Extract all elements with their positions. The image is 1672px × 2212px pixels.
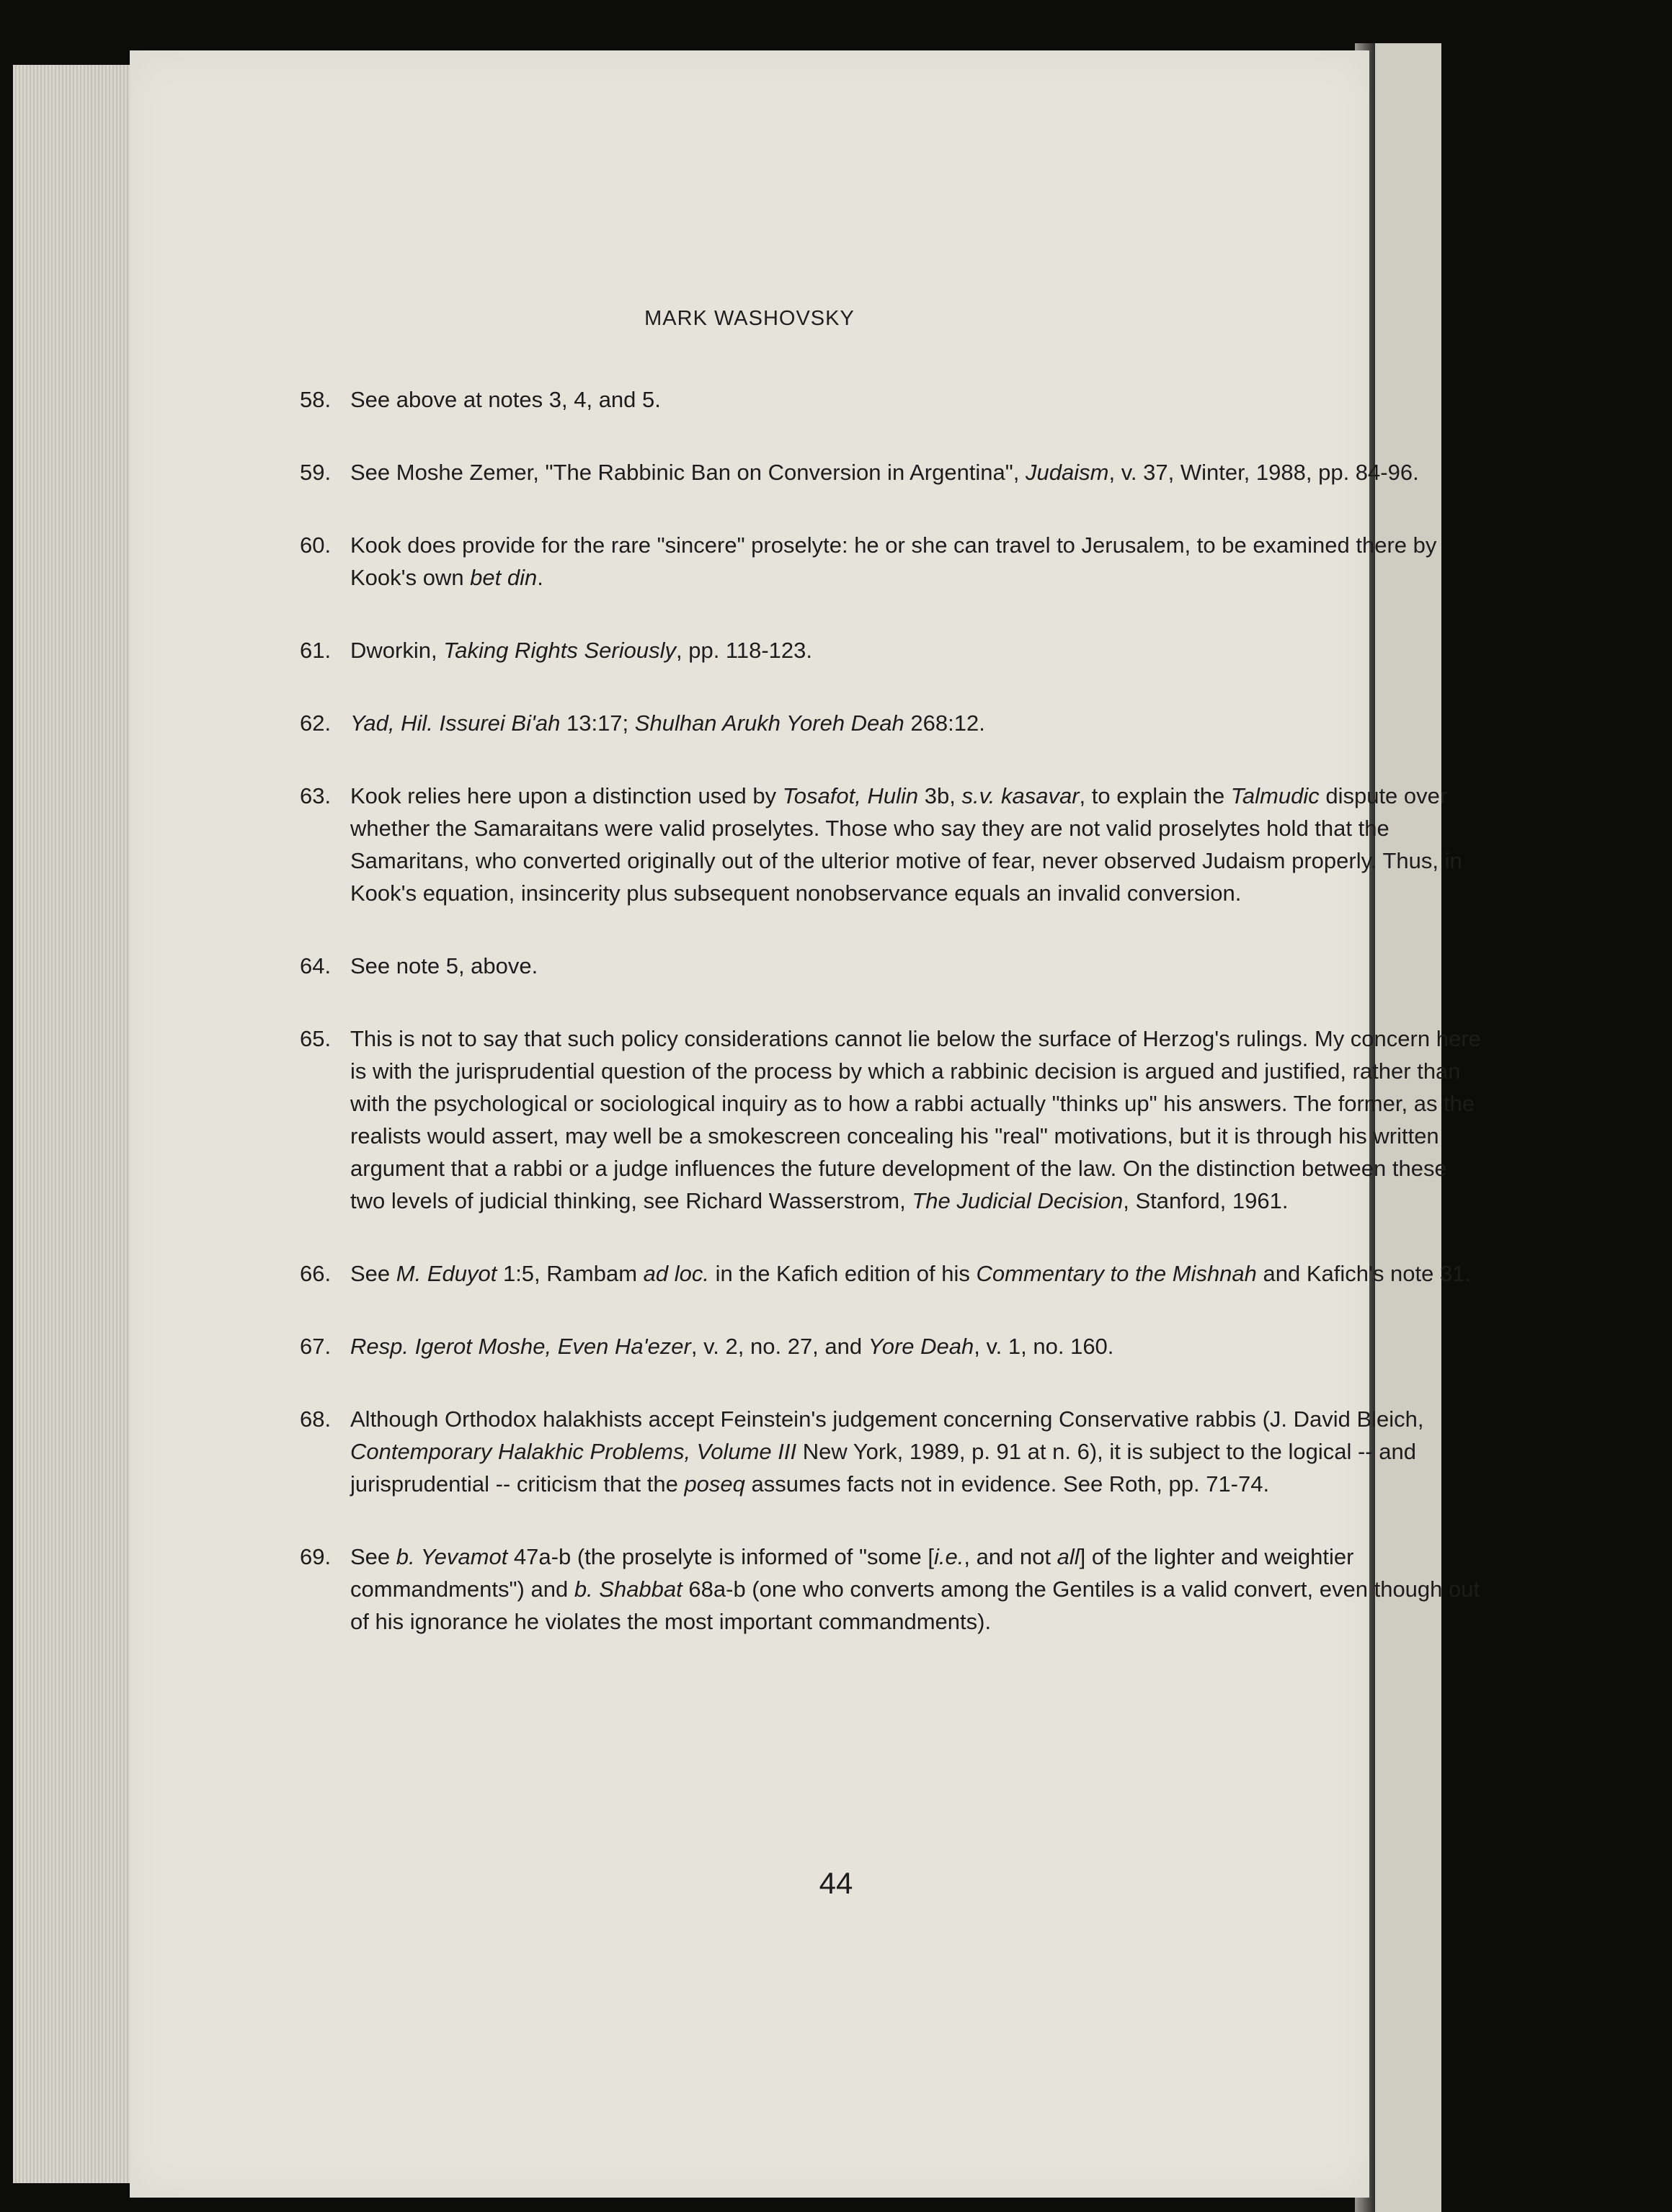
italic-segment: Tosafot, Hulin (782, 783, 919, 808)
text-segment: This is not to say that such policy considerations cannot lie below the surface of Herzog's rulings. My concern here is with the jurisprudential question of the process by which a rabbinic decision is argued and justified, rather than with the psychological or sociological inquiry as to how a rabbi actually "thinks up" his answers. The former, as the realists would assert, may well be a smokescreen concealing his "real" motivations, but it is through his written argument that a rabbi or a judge influences the future development of the law. On the distinction between these two levels of judicial thinking, see Richard Wasserstrom, (350, 1026, 1481, 1213)
italic-segment: Yore Deah (868, 1334, 974, 1359)
endnote-text (350, 1540, 1482, 1638)
endnote-number: 68. (300, 1406, 332, 1432)
italic-segment: M. Eduyot (396, 1261, 497, 1286)
endnote-60 (300, 529, 1482, 594)
book-page-edges (13, 65, 143, 2183)
italic-segment: Yad, Hil. Issurei Bi'ah (350, 710, 561, 736)
endnote-number: 66. (300, 1261, 332, 1286)
text-segment: dispute over whether the Samaraitans were valid proselytes. Those who say they are not valid proselytes hold that the Samaritans, who converted originally out of the ulterior motive of fear, never observed Judaism properly. Thus, in Kook's equation, insincerity plus subsequent nonobservance equals an invalid conversion. (350, 783, 1462, 906)
text-segment: New York, 1989, p. 91 at n. 6), it is subject to the logical -- and jurisprudential -- criticism that the (350, 1439, 1416, 1497)
endnote-text (350, 634, 1482, 666)
text-segment: in the Kafich edition of his (709, 1261, 977, 1286)
endnote-number: 60. (300, 532, 332, 558)
endnote-65 (300, 1022, 1482, 1217)
text-segment: , and not (964, 1544, 1057, 1569)
text-segment: , pp. 118-123. (676, 638, 813, 663)
text-segment: Kook relies here upon a distinction used by (350, 783, 783, 808)
text-segment: , to explain the (1079, 783, 1231, 808)
endnotes-list (300, 383, 1482, 1678)
endnote-61 (300, 634, 1482, 666)
endnote-64 (300, 950, 1482, 982)
endnote-number: 63. (300, 783, 332, 808)
endnote-69 (300, 1540, 1482, 1638)
endnote-text (350, 383, 1482, 416)
text-segment: , v. 1, no. 160. (974, 1334, 1114, 1359)
text-segment: 47a-b (the proselyte is informed of "some [ (507, 1544, 934, 1569)
text-segment: See (350, 1544, 396, 1569)
italic-segment: Commentary to the Mishnah (976, 1261, 1257, 1286)
endnote-62 (300, 707, 1482, 739)
endnote-text (350, 950, 1482, 982)
italic-segment: b. Shabbat (574, 1577, 682, 1602)
italic-segment: ad loc. (643, 1261, 709, 1286)
endnote-number: 59. (300, 460, 332, 485)
italic-segment: Resp. Igerot Moshe, Even Ha'ezer (350, 1334, 691, 1359)
endnote-66 (300, 1257, 1482, 1290)
endnote-58 (300, 383, 1482, 416)
text-segment: , Stanford, 1961. (1123, 1188, 1289, 1213)
text-segment: Dworkin, (350, 638, 444, 663)
endnote-text (350, 529, 1482, 594)
italic-segment: Taking Rights Seriously (443, 638, 676, 663)
endnote-text (350, 780, 1482, 909)
text-segment: 1:5, Rambam (497, 1261, 644, 1286)
endnote-67 (300, 1330, 1482, 1363)
text-segment: Kook does provide for the rare "sincere" proselyte: he or she can travel to Jerusalem, to be examined there by Kook's own (350, 532, 1437, 590)
text-segment: 3b, (918, 783, 962, 808)
italic-segment: bet din (470, 565, 538, 590)
text-segment: Although Orthodox halakhists accept Feinstein's judgement concerning Conservative rabbis (J. David Bleich, (350, 1406, 1424, 1432)
text-segment: , v. 37, Winter, 1988, pp. 84-96. (1108, 460, 1419, 485)
italic-segment: b. Yevamot (396, 1544, 508, 1569)
text-segment: See note 5, above. (350, 953, 538, 978)
text-segment: and Kafich's note 31. (1256, 1261, 1472, 1286)
text-segment: 13:17; (560, 710, 635, 736)
endnote-text (350, 1022, 1482, 1217)
italic-segment: Shulhan Arukh Yoreh Deah (634, 710, 904, 736)
endnote-text (350, 1257, 1482, 1290)
text-segment: See (350, 1261, 396, 1286)
italic-segment: Talmudic (1230, 783, 1320, 808)
endnote-59 (300, 456, 1482, 489)
italic-segment: Judaism (1026, 460, 1109, 485)
endnote-number: 58. (300, 387, 332, 412)
endnote-text (350, 1403, 1482, 1500)
endnote-text (350, 1330, 1482, 1363)
page-number: 44 (819, 1866, 853, 1900)
italic-segment: poseq (684, 1471, 745, 1497)
italic-segment: i.e. (933, 1544, 964, 1569)
endnote-number: 62. (300, 710, 332, 736)
endnote-number: 61. (300, 638, 332, 663)
endnote-text (350, 456, 1482, 489)
text-segment: 68a-b (one who converts among the Gentiles is a valid convert, even though out of his ignorance he violates the most important commandments). (350, 1577, 1480, 1634)
endnote-63 (300, 780, 1482, 909)
text-segment: ] of the lighter and weightier commandments") and (350, 1544, 1354, 1602)
italic-segment: The Judicial Decision (912, 1188, 1124, 1213)
text-segment: See Moshe Zemer, "The Rabbinic Ban on Conversion in Argentina", (350, 460, 1026, 485)
italic-segment: s.v. kasavar (961, 783, 1080, 808)
italic-segment: Contemporary Halakhic Problems, Volume III (350, 1439, 797, 1464)
endnote-number: 67. (300, 1334, 332, 1359)
text-segment: , v. 2, no. 27, and (690, 1334, 868, 1359)
running-header: MARK WASHOVSKY (644, 307, 855, 330)
endnote-number: 64. (300, 953, 332, 978)
endnote-text (350, 707, 1482, 739)
text-segment: 268:12. (904, 710, 985, 736)
endnote-number: 65. (300, 1026, 332, 1051)
italic-segment: all (1057, 1544, 1080, 1569)
endnote-68 (300, 1403, 1482, 1500)
endnote-number: 69. (300, 1544, 332, 1569)
text-segment: See above at notes 3, 4, and 5. (350, 387, 661, 412)
text-segment: . (537, 565, 543, 590)
text-segment: assumes facts not in evidence. See Roth, pp. 71-74. (744, 1471, 1270, 1497)
